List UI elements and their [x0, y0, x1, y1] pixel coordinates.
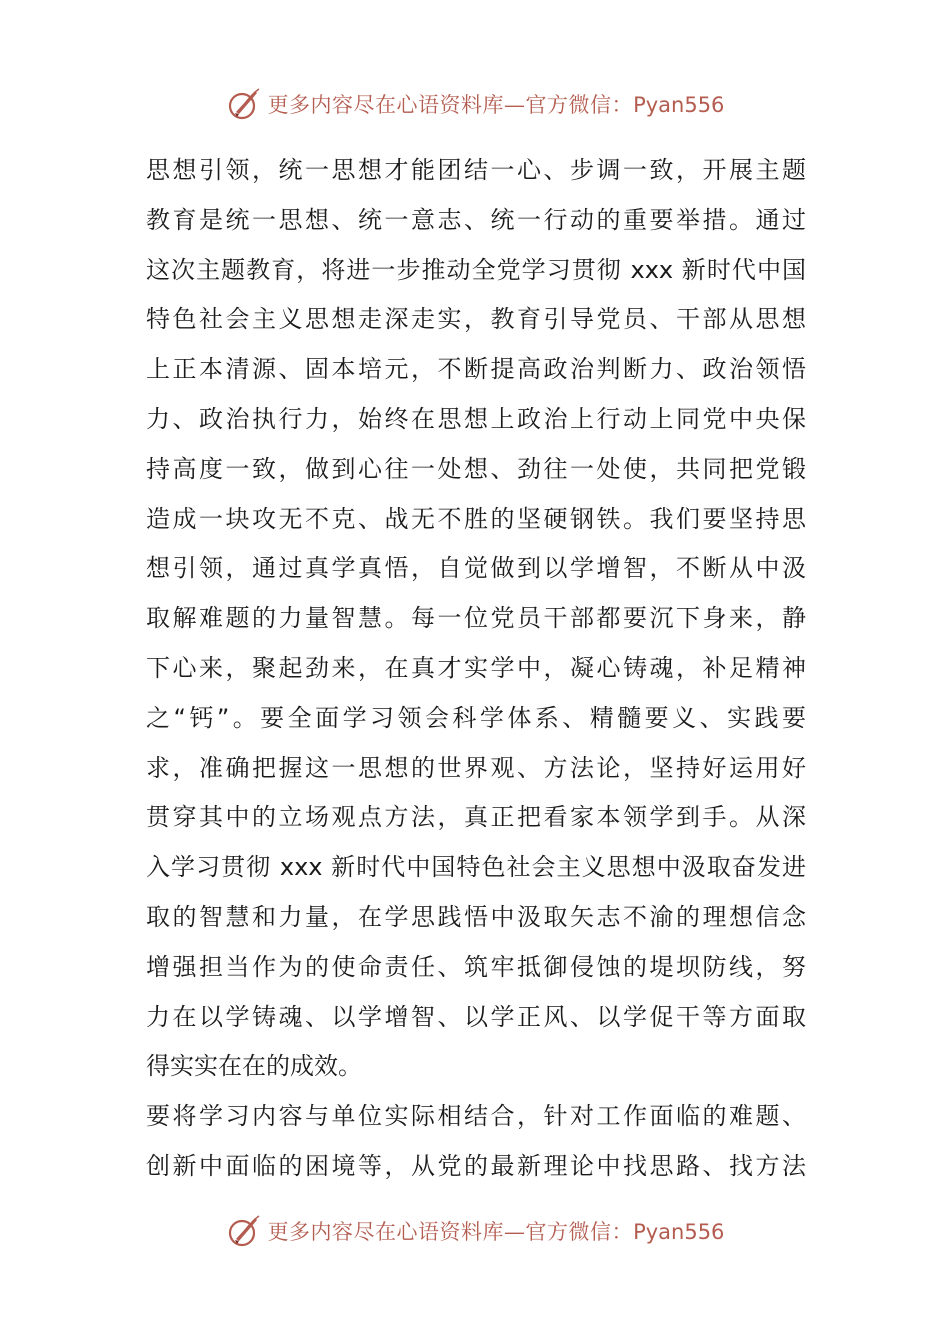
- body-line: 取的智慧和力量，在学思践悟中汲取矢志不渝的理想信念: [146, 902, 806, 931]
- body-line: 力、政治执行力，始终在思想上政治上行动上同党中央保: [146, 404, 806, 433]
- body-line: 持高度一致，做到心往一处想、劲往一处使，共同把党锻: [146, 454, 806, 483]
- body-line: 这次主题教育，将进一步推动全党学习贯彻 xxx 新时代中国: [146, 255, 806, 284]
- body-line: 入学习贯彻 xxx 新时代中国特色社会主义思想中汲取奋发进: [146, 853, 806, 882]
- body-line: 上正本清源、固本培元，不断提高政治判断力、政治领悟: [146, 355, 806, 384]
- body-line: 得实实在在的成效。: [146, 1052, 362, 1081]
- body-line: 力在以学铸魂、以学增智、以学正风、以学促干等方面取: [146, 1002, 806, 1031]
- footer-banner: [0, 1211, 950, 1251]
- body-line: 取解难题的力量智慧。每一位党员干部都要沉下身来，静: [146, 604, 806, 633]
- body-line: 要将学习内容与单位实际相结合，针对工作面临的难题、: [146, 1102, 806, 1131]
- body-line: 之“钙”。要全面学习领会科学体系、精髓要义、实践要: [146, 703, 806, 732]
- body-line: 贯穿其中的立场观点方法，真正把看家本领学到手。从深: [146, 803, 806, 832]
- body-line: 下心来，聚起劲来，在真才实学中，凝心铸魂，补足精神: [146, 653, 806, 682]
- body-text: [146, 146, 806, 1192]
- body-line: 求，准确把握这一思想的世界观、方法论，坚持好运用好: [146, 753, 806, 782]
- body-line: 思想引领，统一思想才能团结一心、步调一致，开展主题: [146, 156, 806, 184]
- banner-wechat-id: Pyan556: [633, 1220, 725, 1244]
- body-line: 教育是统一思想、统一意志、统一行动的重要举措。通过: [146, 205, 806, 234]
- banner-text: [268, 1216, 725, 1246]
- quill-logo-icon: [226, 86, 262, 122]
- body-line: 增强担当作为的使命责任、筑牢抵御侵蚀的堤坝防线，努: [146, 952, 806, 981]
- banner-site-text: 更多内容尽在心语资料库—官方微信：: [267, 1220, 634, 1244]
- body-line: 特色社会主义思想走深走实，教育引导党员、干部从思想: [146, 305, 806, 334]
- banner-text: [268, 89, 725, 119]
- body-line: 想引领，通过真学真悟，自觉做到以学增智，不断从中汲: [146, 554, 806, 583]
- banner-wechat-id: Pyan556: [633, 93, 725, 117]
- quill-logo-icon: [226, 1213, 262, 1249]
- header-banner: [0, 84, 950, 124]
- banner-site-text: 更多内容尽在心语资料库—官方微信：: [267, 93, 634, 117]
- body-line: 创新中面临的困境等，从党的最新理论中找思路、找方法: [146, 1151, 806, 1180]
- body-line: 造成一块攻无不克、战无不胜的坚硬钢铁。我们要坚持思: [146, 504, 806, 533]
